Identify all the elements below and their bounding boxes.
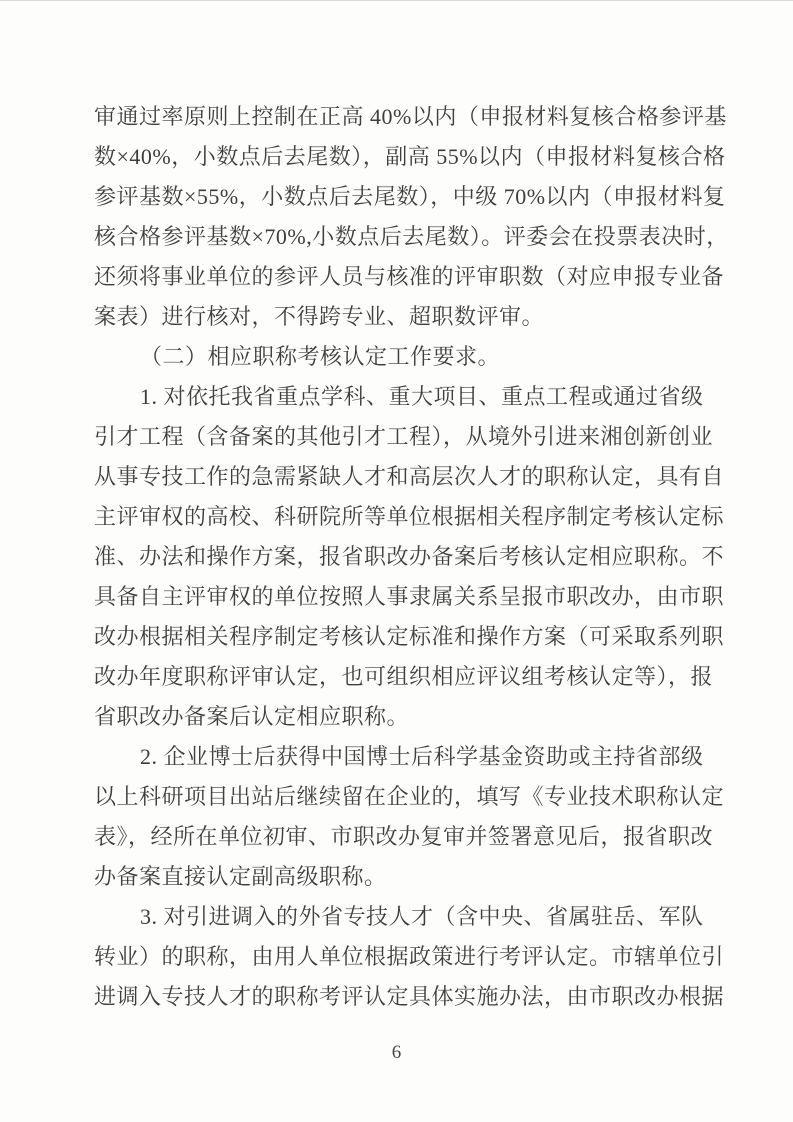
text-line: 审通过率原则上控制在正高 40%以内（申报材料复核合格参评基 bbox=[94, 104, 727, 129]
text-line: 引才工程（含备案的其他引才工程），从境外引进来湘创新创业 bbox=[94, 424, 714, 449]
text-line: 转业）的职称，由用人单位根据政策进行考评认定。市辖单位引 bbox=[94, 944, 725, 969]
text-line: 办备案直接认定副高级职称。 bbox=[94, 864, 387, 889]
text-line: 改办根据相关程序制定考核认定标准和操作方案（可采取系列职 bbox=[94, 624, 725, 649]
text-line: 主评审权的高校、科研院所等单位根据相关程序制定考核认定标 bbox=[94, 504, 725, 529]
text-line: 3. 对引进调入的外省专技人才（含中央、省属驻岳、军队 bbox=[140, 904, 704, 929]
text-line: 参评基数×55%，小数点后去尾数），中级 70%以内（申报材料复 bbox=[94, 184, 726, 209]
text-line: 具备自主评审权的单位按照人事隶属关系呈报市职改办，由市职 bbox=[94, 584, 725, 609]
text-line: 以上科研项目出站后继续留在企业的，填写《专业技术职称认定 bbox=[94, 784, 725, 809]
section-heading: （二）相应职称考核认定工作要求。 bbox=[140, 344, 501, 369]
text-line: 进调入专技人才的职称考评认定具体实施办法，由市职改办根据 bbox=[94, 984, 725, 1009]
text-line: 1. 对依托我省重点学科、重大项目、重点工程或通过省级 bbox=[140, 384, 704, 409]
text-line: 2. 企业博士后获得中国博士后科学基金资助或主持省部级 bbox=[140, 744, 704, 769]
text-line: 还须将事业单位的参评人员与核准的评审职数（对应申报专业备 bbox=[94, 264, 725, 289]
text-line: 从事专技工作的急需紧缺人才和高层次人才的职称认定，具有自 bbox=[94, 464, 725, 489]
text-line: 核合格参评基数×70%,小数点后去尾数）。评委会在投票表决时， bbox=[94, 224, 729, 249]
text-line: 改办年度职称评审认定，也可组织相应评议组考核认定等），报 bbox=[94, 664, 714, 689]
text-line: 数×40%，小数点后去尾数），副高 55%以内（申报材料复核合格 bbox=[94, 144, 726, 169]
text-line: 案表）进行核对，不得跨专业、超职数评审。 bbox=[94, 304, 545, 329]
document-content bbox=[94, 97, 729, 1017]
page-number: 6 bbox=[391, 1042, 402, 1063]
scan-edge-artifact bbox=[0, 0, 793, 1]
text-line: 省职改办备案后认定相应职称。 bbox=[94, 704, 410, 729]
text-line: 表》，经所在单位初审、市职改办复审并签署意见后，报省职改 bbox=[94, 824, 714, 849]
text-line: 准、办法和操作方案，报省职改办备案后考核认定相应职称。不 bbox=[94, 544, 725, 569]
